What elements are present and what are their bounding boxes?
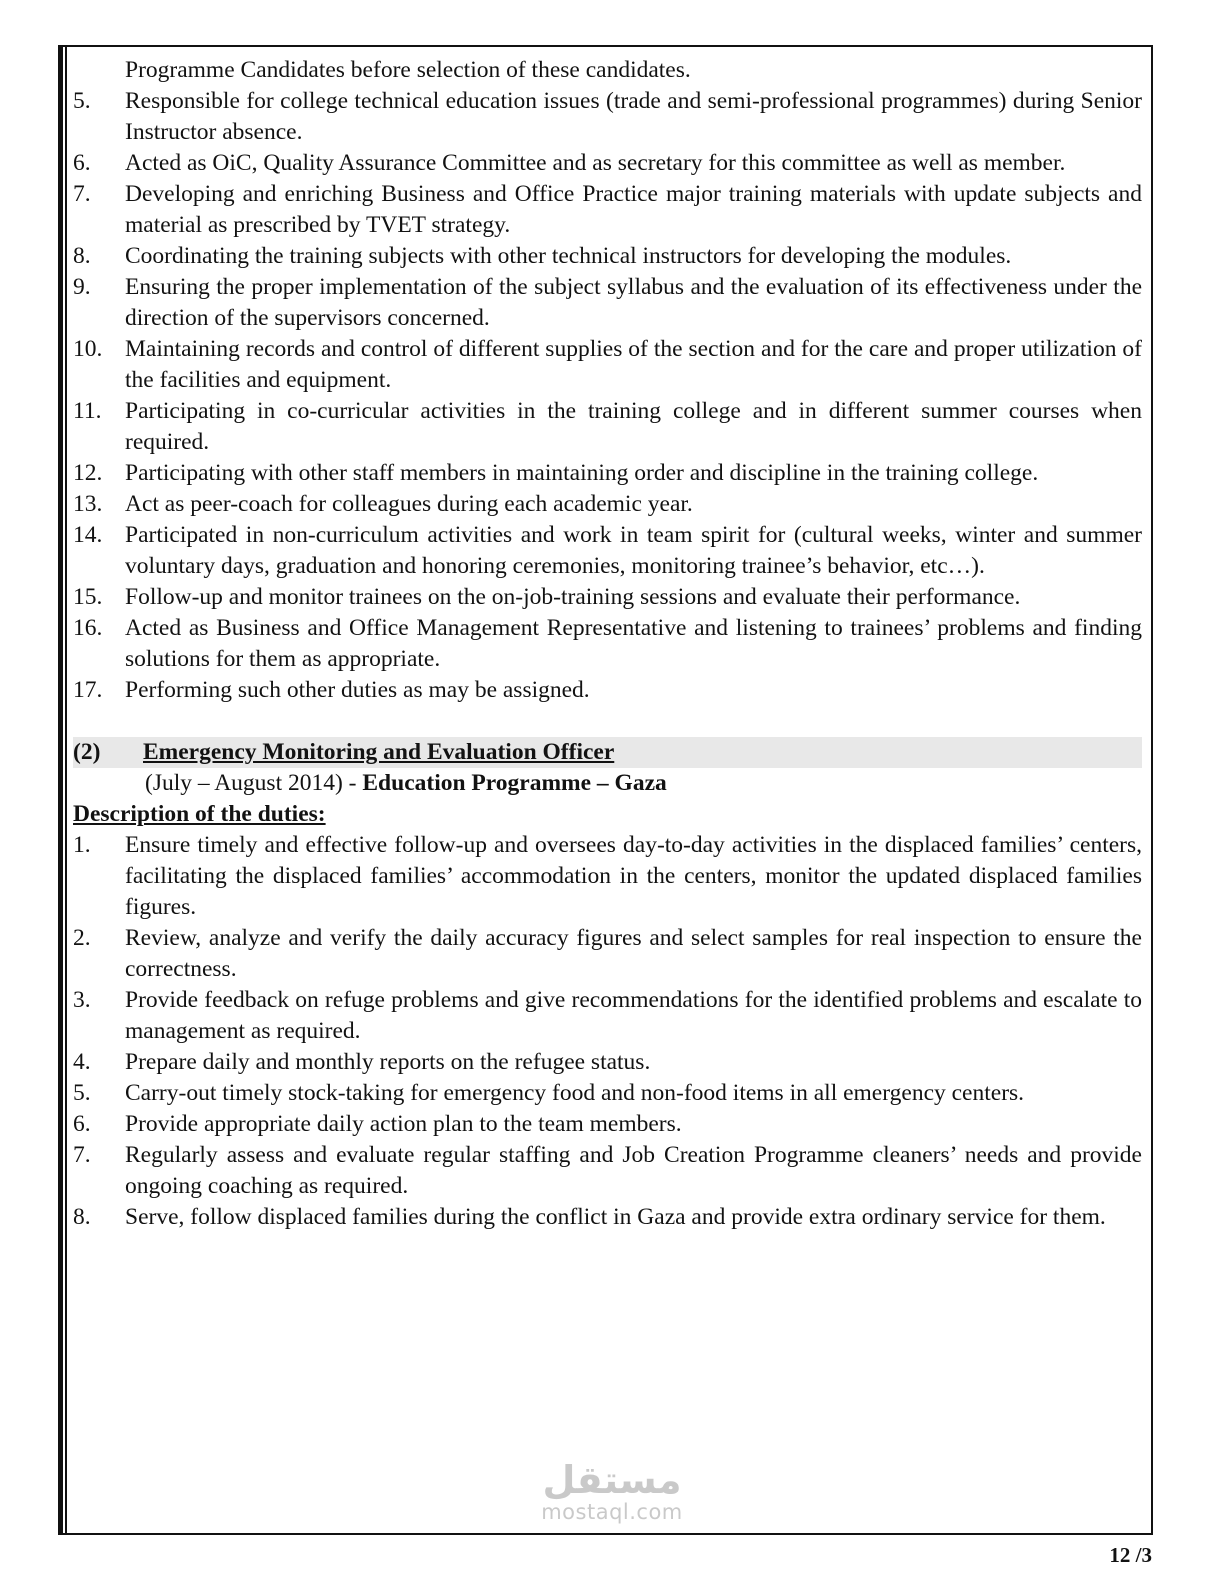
watermark-domain-text: mostaql.com — [541, 1500, 683, 1524]
section-subtitle — [145, 768, 1142, 799]
list-item — [73, 830, 1142, 923]
description-heading: Description of the duties: — [73, 801, 326, 827]
list-item — [73, 923, 1142, 985]
list-item — [73, 675, 1142, 706]
list-item-text: Regularly assess and evaluate regular staffing and Job Creation Programme cleaners’ needs and provide ongoing coaching as required. — [125, 1142, 1142, 1199]
list-item-number: 1. — [73, 832, 91, 858]
list-item-text: Provide feedback on refuge problems and give recommendations for the identified problems and escalate to management as required. — [125, 987, 1142, 1044]
list-item-text: Ensuring the proper implementation of the subject syllabus and the evaluation of its effectiveness under the direction of the supervisors concerned. — [125, 274, 1142, 331]
list-item — [73, 334, 1142, 396]
list-item-number: 11. — [73, 398, 102, 424]
page-number: 12 /3 — [1109, 1543, 1152, 1567]
list-item — [73, 1047, 1142, 1078]
list-item-number: 10. — [73, 336, 103, 362]
list-item-number: 5. — [73, 1080, 91, 1106]
list-item-text: Acted as Business and Office Management Representative and listening to trainees’ problems and finding solutions for them as appropriate. — [125, 615, 1142, 672]
list-item-number: 2. — [73, 925, 91, 951]
list-item-number: 4. — [73, 1049, 91, 1075]
list-item-text: Coordinating the training subjects with other technical instructors for developing the modules. — [125, 243, 1012, 269]
list-item-text: Act as peer-coach for colleagues during each academic year. — [125, 491, 693, 517]
section-dates: (July – August 2014) - — [145, 770, 363, 796]
list-item-number: 12. — [73, 460, 103, 486]
list-item — [73, 613, 1142, 675]
list-item — [73, 489, 1142, 520]
list-item-text: Provide appropriate daily action plan to the team members. — [125, 1111, 682, 1137]
list-item-number: 16. — [73, 615, 103, 641]
list-item-number: 6. — [73, 1111, 91, 1137]
section-title: Emergency Monitoring and Evaluation Officer — [143, 739, 615, 765]
list-item-number: 13. — [73, 491, 103, 517]
list-item-number: 3. — [73, 987, 91, 1013]
list-item-text: Performing such other duties as may be assigned. — [125, 677, 590, 703]
list-item-number: 7. — [73, 181, 91, 207]
list-item — [73, 985, 1142, 1047]
list-item — [73, 86, 1142, 148]
list-item — [73, 396, 1142, 458]
list-item-text: Participating in co-curricular activities in the training college and in different summer courses when required. — [125, 398, 1142, 455]
list-item-text: Developing and enriching Business and Office Practice major training materials with update subjects and material as prescribed by TVET strategy. — [125, 181, 1142, 238]
section-number: (2) — [73, 739, 101, 765]
list-item-text: Participating with other staff members in maintaining order and discipline in the training college. — [125, 460, 1039, 486]
list-item-number: 17. — [73, 677, 103, 703]
list-item-number: 15. — [73, 584, 103, 610]
list-item — [73, 1078, 1142, 1109]
list-item-number: 6. — [73, 150, 91, 176]
page-border-frame — [58, 45, 1153, 1535]
list-item — [73, 458, 1142, 489]
list-item-number: 14. — [73, 522, 103, 548]
list-item — [73, 1140, 1142, 1202]
continuation-line: Programme Candidates before selection of these candidates. — [125, 57, 691, 83]
list-item-text: Prepare daily and monthly reports on the refugee status. — [125, 1049, 651, 1075]
list-item-text: Ensure timely and effective follow-up and oversees day-to-day activities in the displaced families’ centers, facilitating the displaced families’ accommodation in the centers, monitor the updated displaced families figures. — [125, 832, 1142, 920]
section-programme: Education Programme – Gaza — [362, 770, 667, 796]
section-heading — [73, 737, 1142, 768]
list-item — [73, 582, 1142, 613]
list-item — [73, 1109, 1142, 1140]
list-item-text: Acted as OiC, Quality Assurance Committee and as secretary for this committee as well as member. — [125, 150, 1066, 176]
list-item — [73, 1202, 1142, 1233]
list-item-number: 8. — [73, 1204, 91, 1230]
list-item-number: 9. — [73, 274, 91, 300]
list-item — [73, 179, 1142, 241]
list-item — [73, 520, 1142, 582]
page-content — [65, 47, 1151, 1533]
watermark-arabic-text: مستقل — [542, 1458, 682, 1502]
list-item-text: Maintaining records and control of different supplies of the section and for the care and proper utilization of the facilities and equipment. — [125, 336, 1142, 393]
list-item-number: 5. — [73, 88, 91, 114]
list-item-text: Responsible for college technical education issues (trade and semi-professional programmes) during Senior Instructor absence. — [125, 88, 1142, 145]
list-item-number: 8. — [73, 243, 91, 269]
list-item-text: Follow-up and monitor trainees on the on-job-training sessions and evaluate their performance. — [125, 584, 1021, 610]
list-item-number: 7. — [73, 1142, 91, 1168]
list-item-text: Review, analyze and verify the daily accuracy figures and select samples for real inspection to ensure the correctness. — [125, 925, 1142, 982]
list-item-text: Carry-out timely stock-taking for emergency food and non-food items in all emergency centers. — [125, 1080, 1025, 1106]
list-item-text: Participated in non-curriculum activities and work in team spirit for (cultural weeks, winter and summer voluntary days, graduation and honoring ceremonies, monitoring trainee’s behavior, etc…). — [125, 522, 1142, 579]
list-item — [73, 241, 1142, 272]
list-item-text: Serve, follow displaced families during the conflict in Gaza and provide extra ordinary service for them. — [125, 1204, 1106, 1230]
description-heading-row — [73, 799, 1142, 830]
list-item — [73, 272, 1142, 334]
list-item — [73, 148, 1142, 179]
